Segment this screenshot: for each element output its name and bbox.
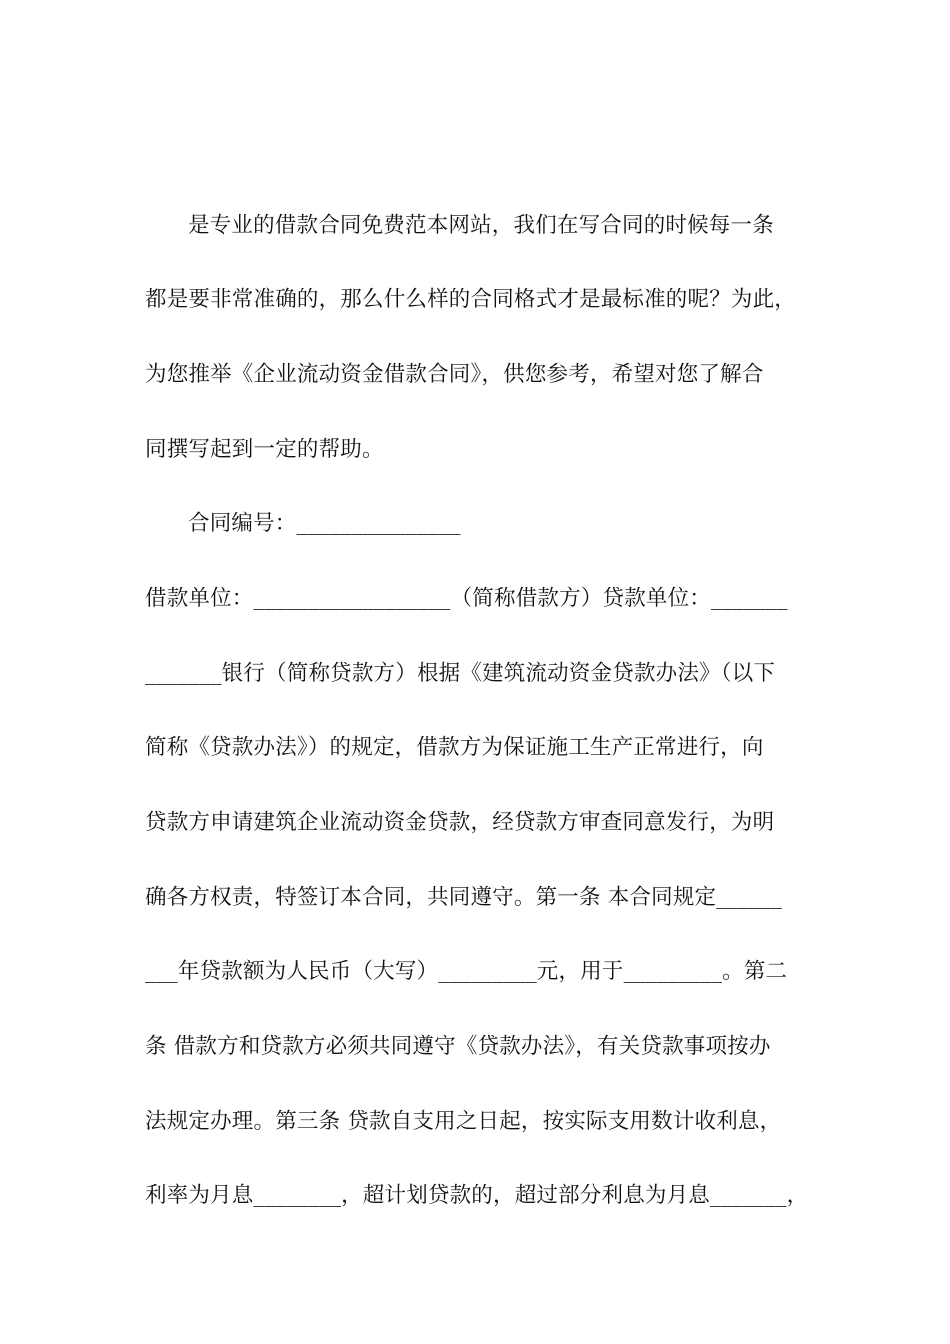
paragraph-line: 确各方权责，特签订本合同，共同遵守。第一条 本合同规定______ bbox=[145, 885, 782, 910]
paragraph-line: 为您推举《企业流动资金借款合同》，供您参考，希望对您了解合 bbox=[145, 362, 764, 387]
paragraph-line: 条 借款方和贷款方必须共同遵守《贷款办法》，有关贷款事项按办 bbox=[145, 1034, 771, 1059]
paragraph-line: 借款单位：__________________（简称借款方）贷款单位：_______ bbox=[145, 586, 788, 611]
paragraph-line: 法规定办理。第三条 贷款自支用之日起，按实际支用数计收利息， bbox=[145, 1109, 782, 1134]
paragraph-line: 同撰写起到一定的帮助。 bbox=[145, 437, 384, 462]
paragraph-line: 是专业的借款合同免费范本网站，我们在写合同的时候每一条 bbox=[188, 213, 774, 238]
paragraph-line: 简称《贷款办法》）的规定，借款方为保证施工生产正常进行，向 bbox=[145, 735, 764, 760]
paragraph-line: ___年贷款额为人民币（大写）_________元，用于_________。第二 bbox=[145, 959, 788, 984]
paragraph-line: 利率为月息________，超计划贷款的，超过部分利息为月息_______， bbox=[145, 1183, 809, 1208]
contract-number-line: 合同编号：_______________ bbox=[188, 511, 461, 536]
paragraph-line: 贷款方申请建筑企业流动资金贷款，经贷款方审查同意发行，为明 bbox=[145, 810, 775, 835]
paragraph-line: _______银行（简称贷款方）根据《建筑流动资金贷款办法》（以下 bbox=[145, 661, 776, 686]
paragraph-line: 都是要非常准确的，那么什么样的合同格式才是最标准的呢？为此， bbox=[145, 287, 797, 312]
